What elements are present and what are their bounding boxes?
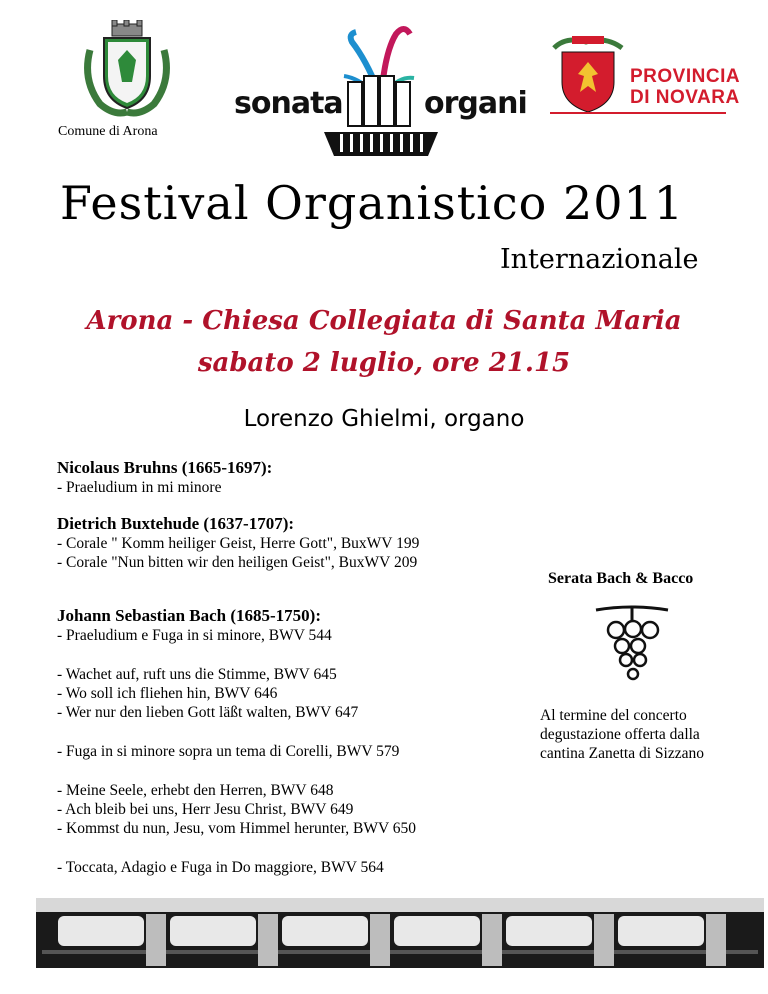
piece-item: - Wer nur den lieben Gott läßt walten, BWV 647 <box>57 704 359 721</box>
bacco-title: Serata Bach & Bacco <box>548 570 694 587</box>
logo-word-sonata: sonata <box>234 86 343 121</box>
provincia-novara-logo <box>546 34 741 124</box>
piece-item: - Praeludium in mi minore <box>57 479 222 496</box>
bacco-text-line: cantina Zanetta di Sizzano <box>540 745 704 762</box>
bacco-description <box>540 706 750 763</box>
piece-item: - Meine Seele, erhebt den Herren, BWV 648 <box>57 782 334 799</box>
sonata-organi-logo <box>228 20 538 166</box>
piece-item: - Toccata, Adagio e Fuga in Do maggiore, BWV 564 <box>57 859 384 876</box>
event-date: sabato 2 luglio, ore 21.15 <box>197 348 571 378</box>
organ-carving-image <box>36 898 764 968</box>
provincia-line-1: PROVINCIA <box>630 66 741 87</box>
composer-bach: Johann Sebastian Bach (1685-1750): <box>57 606 322 625</box>
festival-title: Festival Organistico 2011 <box>60 176 685 230</box>
bach-bacco-box <box>540 570 750 763</box>
event-venue: Arona - Chiesa Collegiata di Santa Maria <box>86 306 682 336</box>
program-list <box>57 458 527 877</box>
piece-item: - Fuga in si minore sopra un tema di Corelli, BWV 579 <box>57 743 400 760</box>
piece-item: - Wachet auf, ruft uns die Stimme, BWV 645 <box>57 666 337 683</box>
piece-item: - Corale "Nun bitten wir den heiligen Geist", BuxWV 209 <box>57 554 418 571</box>
piece-item: - Ach bleib bei uns, Herr Jesu Christ, BWV 649 <box>57 801 354 818</box>
arona-crest-logo <box>78 20 176 118</box>
composer-buxtehude: Dietrich Buxtehude (1637-1707): <box>57 514 295 533</box>
provincia-underline <box>550 112 726 114</box>
comune-label: Comune di Arona <box>58 124 158 139</box>
provincia-line-2: DI NOVARA <box>630 87 740 108</box>
grapes-icon <box>586 598 676 692</box>
piece-item: - Corale " Komm heiliger Geist, Herre Gott", BuxWV 199 <box>57 535 420 552</box>
provincia-text <box>630 66 740 108</box>
bacco-text-line: degustazione offerta dalla <box>540 726 700 743</box>
piece-item: - Praeludium e Fuga in si minore, BWV 544 <box>57 627 332 644</box>
piece-item: - Kommst du nun, Jesu, vom Himmel herunter, BWV 650 <box>57 820 417 837</box>
piece-item: - Wo soll ich fliehen hin, BWV 646 <box>57 685 278 702</box>
event-performer: Lorenzo Ghielmi, organo <box>243 406 525 432</box>
festival-subtitle: Internazionale <box>500 244 699 275</box>
bacco-text-line: Al termine del concerto <box>540 707 687 724</box>
logo-word-organi: organi <box>424 86 527 121</box>
composer-bruhns: Nicolaus Bruhns (1665-1697): <box>57 458 273 477</box>
